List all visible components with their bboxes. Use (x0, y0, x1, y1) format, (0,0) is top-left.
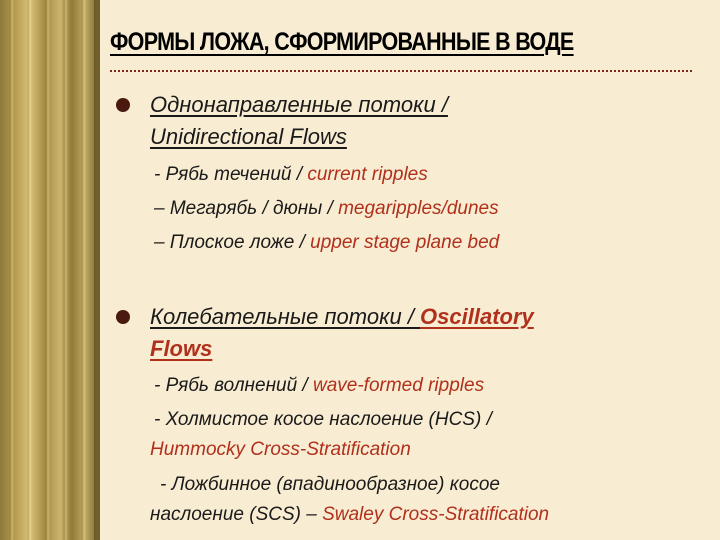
sub-ru: Мегарябь / дюны / (169, 198, 339, 219)
sub-en: Hummocky Cross-Stratification (150, 439, 411, 460)
sub-en: wave-formed ripples (313, 375, 485, 396)
bullet-2-heading-en-cont: Flows (150, 336, 213, 361)
bullet-2-sub-2 (154, 407, 492, 433)
bullet-1-heading-ru: Однонаправленные потоки / (150, 92, 448, 117)
bullet-2-sub-2-cont (150, 437, 411, 463)
sub-dash: - (160, 474, 172, 495)
sub-en: megaripples/dunes (338, 198, 499, 219)
bullet-2-line-2 (150, 334, 702, 364)
sub-en: current ripples (307, 164, 428, 185)
bullet-1-sub-2 (154, 196, 499, 222)
bullet-1-heading-en: Unidirectional Flows (150, 124, 347, 149)
sub-ru: Рябь течений / (165, 164, 308, 185)
slide-content (112, 0, 702, 540)
bullet-2-sub-1 (154, 373, 484, 399)
bullet-2-heading-ru: Колебательные потоки / (150, 304, 421, 329)
bullet-1-line-2 (150, 122, 702, 152)
bullet-1-sub-3 (154, 230, 499, 256)
bullet-2-heading-en: Oscillatory (420, 304, 534, 329)
bullet-1-line-1 (150, 90, 702, 120)
sub-dash: – (154, 232, 170, 253)
sub-ru: Холмистое косое наслоение (HCS) / (165, 409, 492, 430)
sub-en: upper stage plane bed (310, 232, 500, 253)
sub-dash: – (154, 198, 170, 219)
bullet-dot-2 (116, 310, 130, 324)
sub-ru: Плоское ложе / (169, 232, 311, 253)
bullet-dot-1 (116, 98, 130, 112)
sub-dash: - (154, 409, 166, 430)
bullet-2-sub-3 (160, 472, 500, 498)
bullet-2-sub-3-cont (150, 502, 549, 528)
sub-ru: наслоение (SCS) – (150, 504, 323, 525)
sub-dash: - (154, 375, 166, 396)
sub-en: Swaley Cross-Stratification (322, 504, 550, 525)
sub-dash: - (154, 164, 166, 185)
sub-ru: Рябь волнений / (165, 375, 313, 396)
bullet-2-line-1 (150, 302, 702, 332)
decorative-side-band (0, 0, 100, 540)
bullet-1-sub-1 (154, 162, 428, 188)
sub-ru: Ложбинное (впадинообразное) косое (171, 474, 500, 495)
slide-title: ФОРМЫ ЛОЖА, СФОРМИРОВАННЫЕ В ВОДЕ (110, 28, 574, 56)
